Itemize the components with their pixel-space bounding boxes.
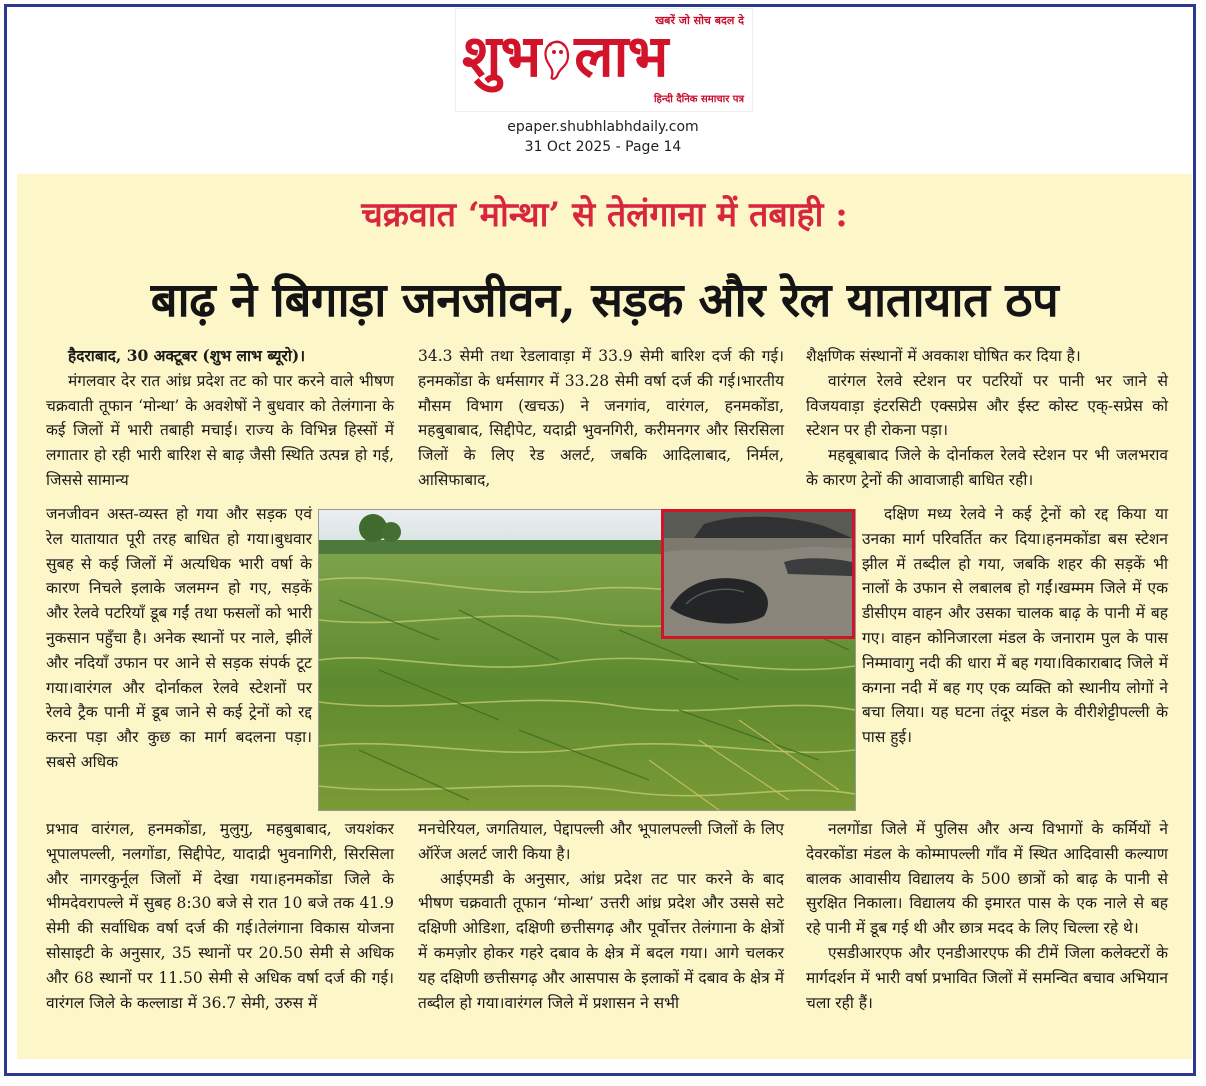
flooded-yard-inset-photo bbox=[661, 509, 855, 639]
column-1-top bbox=[46, 344, 394, 493]
paragraph-orange-alert: मनचेरियल, जगतियाल, पेद्दापल्ली और भूपालपल्ली जिलों के लिए ऑरेंज अलर्ट जारी किया है। bbox=[418, 820, 784, 863]
newspaper-masthead bbox=[455, 8, 753, 112]
newspaper-logo bbox=[462, 21, 667, 91]
logo-word-labh: लाभ bbox=[574, 22, 668, 90]
paragraph-red-alert: 34.3 सेमी तथा रेडलावाड़ा में 33.9 सेमी बारिश दर्ज की गई।हनमकोंडा के धर्मसागर में 33.28 सेमी वर्षा दर्ज की गई।भारतीय मौसम विभाग (खचऊ) ने जनगांव, वारंगल, हनमकोंडा, महबुबाबाद, सिद्दीपेट, यदाद्री भुवनगिरी, करीमनगर और सिरसिला जिलों के लिए रेड अलर्ट, जबकि आदिलाबाद, निर्मल, आसिफाबाद, bbox=[418, 347, 784, 489]
flood-water-image bbox=[664, 512, 852, 636]
article-headline: बाढ़ ने बिगाड़ा जनजीवन, सड़क और रेल यातायात ठप bbox=[150, 273, 1059, 328]
column-1-wrap bbox=[46, 502, 312, 775]
paragraph-rainfall: प्रभाव वारंगल, हनमकोंडा, मुलुगु, महबुबाबाद, जयशंकर भूपालपल्ली, नलगोंडा, सिद्दीपेट, यादाद्री भुवनागिरी, सिरसिला और नागरकुर्नूल जिलों में देखा गया।हनमकोंडा जिले के भीमदेवरापल्ले में सुबह 8:30 बजे से रात 10 बजे तक 41.9 सेमी की सर्वाधिक वर्षा दर्ज की गई।तेलंगाना विकास योजना सोसाइटी के अनुसार, 35 स्थानों पर 20.50 सेमी से अधिक और 68 स्थानों पर 11.50 सेमी से अधिक वर्षा दर्ज की गई।वारंगल जिले के कल्लाडा में 36.7 सेमी, उरुस में bbox=[46, 820, 394, 1012]
paragraph-schools-closed: शैक्षणिक संस्थानों में अवकाश घोषित कर दिया है। bbox=[806, 347, 1081, 365]
masthead-subline: हिन्दी दैनिक समाचार पत्र bbox=[653, 94, 744, 105]
paragraph-imd: आईएमडी के अनुसार, आंध्र प्रदेश तट पार करने के बाद भीषण चक्रवाती तूफान ‘मोन्था’ उत्तरी आंध्र प्रदेश और उससे सटे दक्षिणी ओडिशा, दक्षिणी छत्तीसगढ़ और पूर्वोत्तर तेलंगाना के क्षेत्रों में कमज़ोर होकर गहरे दबाव के क्षेत्र में बदल गया। आगे चलकर यह दक्षिणी छत्तीसगढ़ और आसपास के इलाकों में दबाव के क्षेत्र में तब्दील हो गया।वारंगल जिले में प्रशासन ने सभी bbox=[418, 869, 784, 1012]
column-2-top bbox=[418, 344, 784, 493]
column-2-bottom bbox=[418, 817, 784, 1015]
paragraph-intro: मंगलवार देर रात आंध्र प्रदेश तट को पार करने वाले भीषण चक्रवाती तूफान ‘मोन्था’ के अवशेषों ने बुधवार को तेलंगाना के कई जिलों में भारी तबाही मचाई। राज्य के विभिन्न हिस्सों में लगातार हो रही भारी बारिश से बाढ़ जैसी स्थिति उत्पन्न हो गई, जिससे सामान्य bbox=[46, 371, 394, 489]
ganesha-emblem-icon bbox=[540, 38, 574, 82]
column-3-bottom bbox=[806, 817, 1168, 1015]
edition-date-page: 31 Oct 2025 - Page 14 bbox=[524, 139, 682, 155]
column-1-bottom bbox=[46, 817, 394, 1015]
epaper-url: epaper.shubhlabhdaily.com bbox=[507, 119, 699, 135]
paragraph-dornakal: महबूबाबाद जिले के दोर्नाकल रेलवे स्टेशन पर भी जलभराव के कारण ट्रेनों की आवाजाही बाधित रही। bbox=[806, 446, 1168, 489]
paragraph-sdrf-ndrf: एसडीआरएफ और एनडीआरएफ की टीमें जिला कलेक्टरों के मार्गदर्शन में भारी वर्षा प्रभावित जिलों में समन्वित बचाव अभियान चला रही हैं। bbox=[806, 943, 1168, 1012]
paragraph-rescue-students: नलगोंडा जिले में पुलिस और अन्य विभागों के कर्मियों ने देवरकोंडा मंडल के कोम्मापल्ली गाँव में स्थित आदिवासी कल्याण बालक आवासीय विद्यालय के 500 छात्रों को बाढ़ के पानी से सुरक्षित निकाला। विद्यालय की इमारत पास के एक नाले से बह रहे पानी में डूब गई थी और छात्र मदद के लिए चिल्ला रहे थे। bbox=[806, 820, 1168, 938]
logo-word-shubh: शुभ bbox=[462, 22, 541, 90]
article-kicker: चक्रवात ‘मोन्था’ से तेलंगाना में तबाही : bbox=[361, 195, 848, 235]
paragraph-scr-cancellations: दक्षिण मध्य रेलवे ने कई ट्रेनों को रद्द किया या उनका मार्ग परिवर्तित कर दिया।हनमकोंडा बस स्टेशन झील में तब्दील हो गया, जबकि शहर की सड़कें भी नालों के उफान से लबालब हो गईं।खम्मम जिले में एक डीसीएम वाहन और उसका चालक बाढ़ के पानी में बह गए। वाहन कोनिजारला मंडल के जनाराम पुल के पास निम्मावागु नदी की धारा में बह गया।विकाराबाद जिले में कगना नदी में बह गए एक व्यक्ति को स्थानीय लोगों ने बचा लिया। यह घटना तंदूर मंडल के वीरीशेट्टीपल्ली के पास हुई। bbox=[862, 505, 1168, 747]
column-3-top bbox=[806, 344, 1168, 493]
paragraph-disruption: जनजीवन अस्त-व्यस्त हो गया और सड़क एवं रेल यातायात पूरी तरह बाधित हो गया।बुधवार सुबह से कई जिलों में अत्यधिक भारी वर्षा के कारण निचले इलाके जलमग्न हो गए, सड़कें और रेलवे पटरियाँ डूब गईं तथा फसलों को भारी नुकसान पहुँचा है। अनेक स्थानों पर नाले, झीलें और नदियाँ उफान पर आने से सड़क संपर्क टूट गया।वारंगल और दोर्नाकल रेलवे स्टेशनों पर रेलवे ट्रैक पानी में डूब जाने से कई ट्रेनों को रद्द करना पड़ा और कुछ का मार्ग बदलना पड़ा।सबसे अधिक bbox=[46, 505, 312, 771]
article-dateline: हैदराबाद, 30 अक्टूबर (शुभ लाभ ब्यूरो)। bbox=[68, 346, 306, 365]
paragraph-warangal-trains: वारंगल रेलवे स्टेशन पर पटरियों पर पानी भर जाने से विजयवाड़ा इंटरसिटी एक्सप्रेस और ईस्ट कोस्ट एक्-सप्रेस को स्टेशन पर ही रोकना पड़ा। bbox=[806, 371, 1168, 440]
column-3-wrap bbox=[862, 502, 1168, 750]
masthead-tagline: खबरें जो सोच बदल दे bbox=[655, 14, 744, 27]
